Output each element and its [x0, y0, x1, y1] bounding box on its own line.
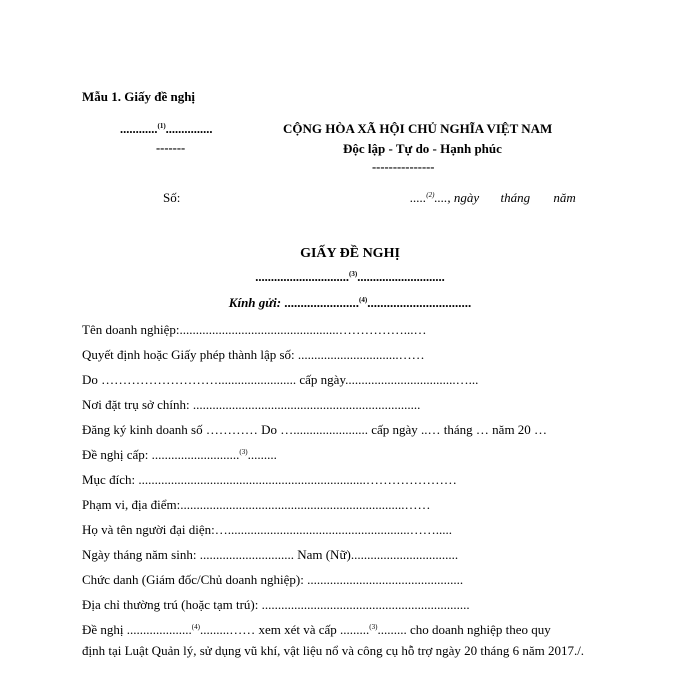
- form-code: Mẫu 1. Giấy đề nghị: [82, 89, 196, 104]
- field-company-name: Tên doanh nghiệp:.................................................……………...…: [82, 322, 427, 337]
- kinh-gui-post: ................................: [367, 295, 472, 310]
- request-paragraph-line1: [82, 622, 551, 638]
- subtitle-sup: (3): [349, 270, 358, 278]
- document-number-label: Số:: [163, 190, 181, 205]
- field-position: Chức danh (Giám đốc/Chủ doanh nghiệp): ................................................: [82, 572, 464, 587]
- org-pre: ............: [120, 122, 158, 136]
- request-p1: Đề nghị ....................: [82, 622, 192, 637]
- year-label: năm: [553, 190, 576, 205]
- field-business-registration: Đăng ký kinh doanh số ………… Do …....................... cấp ngày ..… tháng … năm 20 …: [82, 422, 548, 437]
- field-request-grant: [82, 447, 277, 463]
- field-headquarters: Nơi đặt trụ sở chính: ......................................................................: [82, 397, 421, 412]
- request-s2: (3): [369, 623, 378, 631]
- place-pre: .....: [410, 190, 427, 205]
- request-paragraph-line2: định tại Luật Quản lý, sử dụng vũ khí, vật liệu nổ và công cụ hỗ trợ ngày 20 tháng 6 năm 2017./.: [82, 643, 585, 658]
- month-label: tháng: [500, 190, 531, 205]
- field-address: Địa chỉ thường trú (hoặc tạm trú): ................................................................: [82, 597, 470, 612]
- request-p3: ......... cho doanh nghiệp theo quy: [377, 622, 551, 637]
- place-sup: (2): [426, 191, 435, 199]
- request-grant-sup: (3): [239, 448, 248, 456]
- field-birth-date: Ngày tháng năm sinh: ............................. Nam (Nữ).................................: [82, 547, 459, 562]
- kinh-gui-sup: (4): [359, 296, 368, 304]
- field-scope-location: Phạm vi, địa điểm:.....................................................................……: [82, 497, 431, 512]
- subtitle-post: ............................: [357, 270, 445, 284]
- org-name-line: [120, 122, 213, 137]
- request-p2: .........…… xem xét và cấp .........: [199, 622, 370, 637]
- place-post: ...., ngày: [434, 190, 480, 205]
- request-grant-text: Đề nghị cấp: ...........................: [82, 447, 240, 462]
- field-purpose: Mục đích: ......................................................................…………………: [82, 472, 457, 487]
- subtitle-pre: ..............................: [255, 270, 350, 284]
- kinh-gui-label: Kính gửi:: [228, 295, 282, 310]
- motto-dashes: ---------------: [372, 160, 435, 174]
- kinh-gui-line: [0, 295, 700, 311]
- request-grant-post: .........: [247, 447, 277, 462]
- place-date-line: [410, 190, 576, 206]
- motto: Độc lập - Tự do - Hạnh phúc: [343, 141, 502, 156]
- country-name: CỘNG HÒA XÃ HỘI CHỦ NGHĨA VIỆT NAM: [283, 121, 553, 136]
- field-issued-by: Do ………………………........................ cấp ngày..................................…...: [82, 372, 479, 387]
- request-s1: (4): [191, 623, 200, 631]
- document-subtitle: [0, 270, 700, 285]
- org-dashes: -------: [156, 141, 186, 155]
- org-sup: (1): [157, 122, 166, 130]
- org-post: ...............: [165, 122, 213, 136]
- field-establishment-decision: Quyết định hoặc Giấy phép thành lập số: ...............................……: [82, 347, 425, 362]
- document-title: GIẤY ĐỀ NGHỊ: [300, 246, 400, 261]
- kinh-gui-pre: .......................: [281, 295, 360, 310]
- field-representative: Họ và tên người đại diện:…........................................................…….....: [82, 522, 452, 537]
